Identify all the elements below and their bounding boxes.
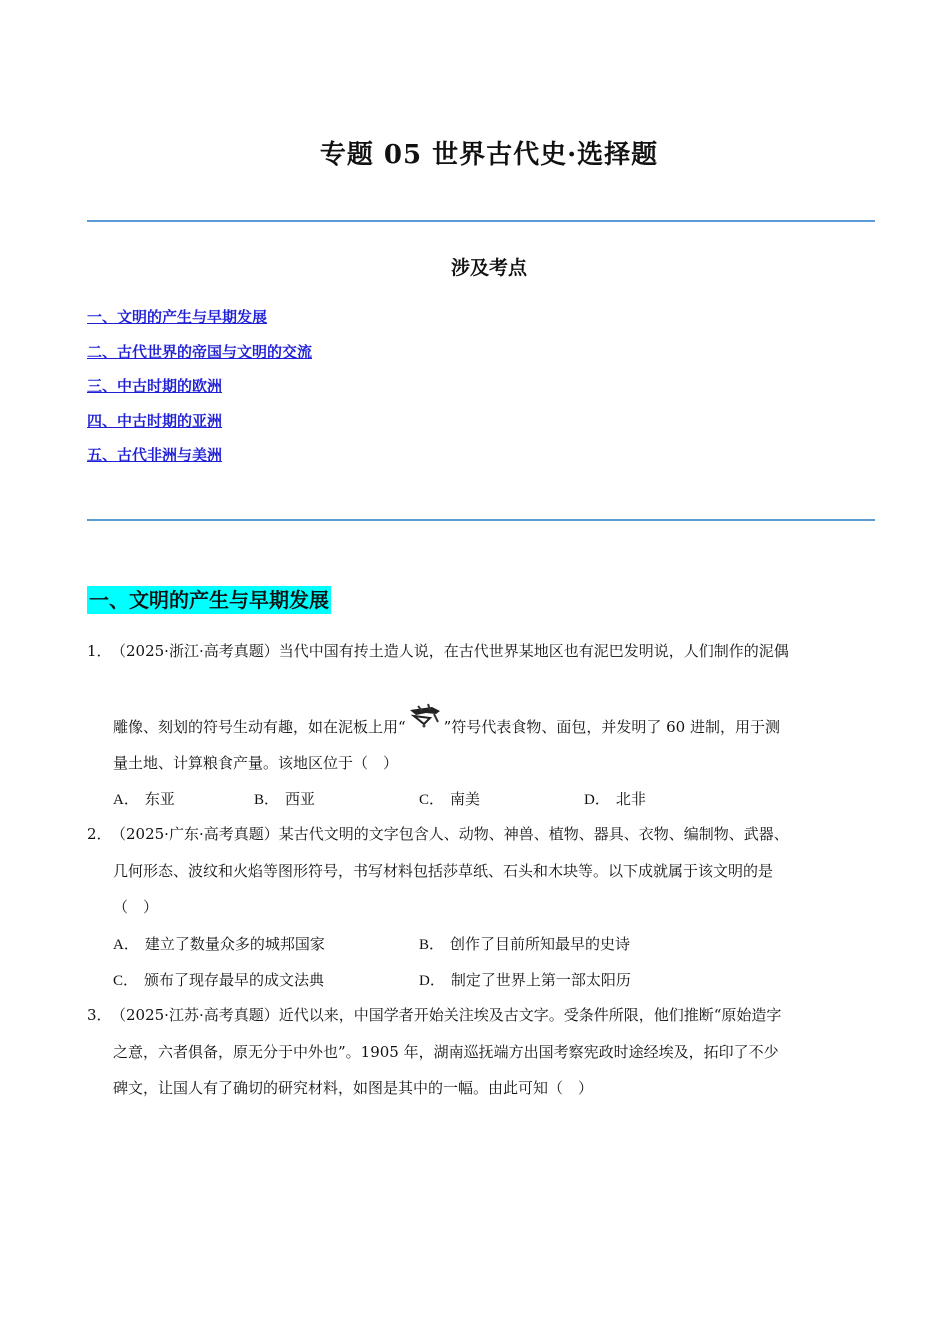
- question-text: （2025·江苏·高考真题）近代以来，中国学者开始关注埃及古文字。受条件所限，他们推断“原始造字: [111, 1006, 782, 1024]
- question-text: （2025·广东·高考真题）某古代文明的文字包含人、动物、神兽、植物、器具、衣物、编制物、武器、: [111, 825, 789, 843]
- option-text: 颁布了现存最早的成文法典: [144, 971, 325, 989]
- option-b[interactable]: [419, 933, 630, 954]
- option-text: 制定了世界上第一部太阳历: [450, 971, 631, 989]
- option-b[interactable]: [254, 788, 315, 809]
- divider-bottom: [87, 519, 875, 521]
- option-text: 东亚: [144, 790, 175, 808]
- question-text: （2025·浙江·高考真题）当代中国有抟土造人说，在古代世界某地区也有泥巴发明说，人们制作的泥偶: [111, 642, 789, 660]
- toc-heading: 涉及考点: [450, 257, 527, 279]
- option-key: C．: [419, 792, 445, 808]
- option-text: 南美: [450, 790, 481, 808]
- option-a[interactable]: [113, 788, 175, 809]
- toc-link-2[interactable]: 二、古代世界的帝国与文明的交流: [87, 342, 313, 361]
- question-text-part: ”符号代表食物、面包，并发明了 60 进制，用于测: [443, 718, 780, 736]
- question-text: 几何形态、波纹和火焰等图形符号，书写材料包括莎草纸、石头和木块等。以下成就属于该文明的是: [113, 862, 774, 880]
- question-text: 量土地、计算粮食产量。该地区位于（ ）: [113, 754, 399, 772]
- question-text: （ ）: [113, 898, 159, 916]
- toc-item: [87, 444, 312, 479]
- question-text: 之意，六者俱备，原无分于中外也”。1905 年，湖南巡抚端方出国考察宪政时途经埃及，拓印了不少: [113, 1043, 779, 1061]
- toc-item: [87, 341, 312, 376]
- option-text: 创作了目前所知最早的史诗: [450, 935, 631, 953]
- question-number: 3．: [87, 1006, 112, 1024]
- toc-link-4[interactable]: 四、中古时期的亚洲: [87, 411, 223, 430]
- option-key: A．: [113, 792, 139, 808]
- option-text: 西亚: [285, 790, 316, 808]
- option-key: A．: [113, 937, 139, 953]
- option-d[interactable]: [419, 969, 631, 990]
- question-text: [113, 702, 780, 738]
- option-key: B．: [254, 792, 280, 808]
- question-text: 碑文，让国人有了确切的研究材料，如图是其中的一幅。由此可知（ ）: [113, 1079, 594, 1097]
- question-text-part: 雕像、刻划的符号生动有趣，如在泥板上用“: [113, 718, 406, 736]
- toc-list: [87, 306, 312, 479]
- question-number: 2．: [87, 825, 112, 843]
- option-a[interactable]: [113, 933, 325, 954]
- option-key: B．: [419, 937, 445, 953]
- divider-top: [87, 220, 875, 222]
- toc-item: [87, 375, 312, 410]
- option-key: C．: [113, 973, 139, 989]
- page-title: 专题 05 世界古代史·选择题: [319, 140, 659, 170]
- question-number: 1．: [87, 642, 112, 660]
- toc-link-5[interactable]: 五、古代非洲与美洲: [87, 446, 223, 464]
- option-d[interactable]: [584, 788, 646, 809]
- cuneiform-symbol-icon: [406, 702, 444, 738]
- toc-link-3[interactable]: 三、中古时期的欧洲: [87, 377, 223, 395]
- option-text: 北非: [615, 790, 646, 808]
- toc-item: [87, 306, 312, 341]
- toc-link-1[interactable]: 一、文明的产生与早期发展: [87, 308, 268, 326]
- option-c[interactable]: [419, 788, 480, 809]
- option-key: D．: [419, 973, 445, 989]
- toc-item: [87, 410, 312, 445]
- option-c[interactable]: [113, 969, 324, 990]
- section-heading: 一、文明的产生与早期发展: [89, 588, 329, 612]
- option-text: 建立了数量众多的城邦国家: [144, 935, 325, 953]
- option-key: D．: [584, 792, 610, 808]
